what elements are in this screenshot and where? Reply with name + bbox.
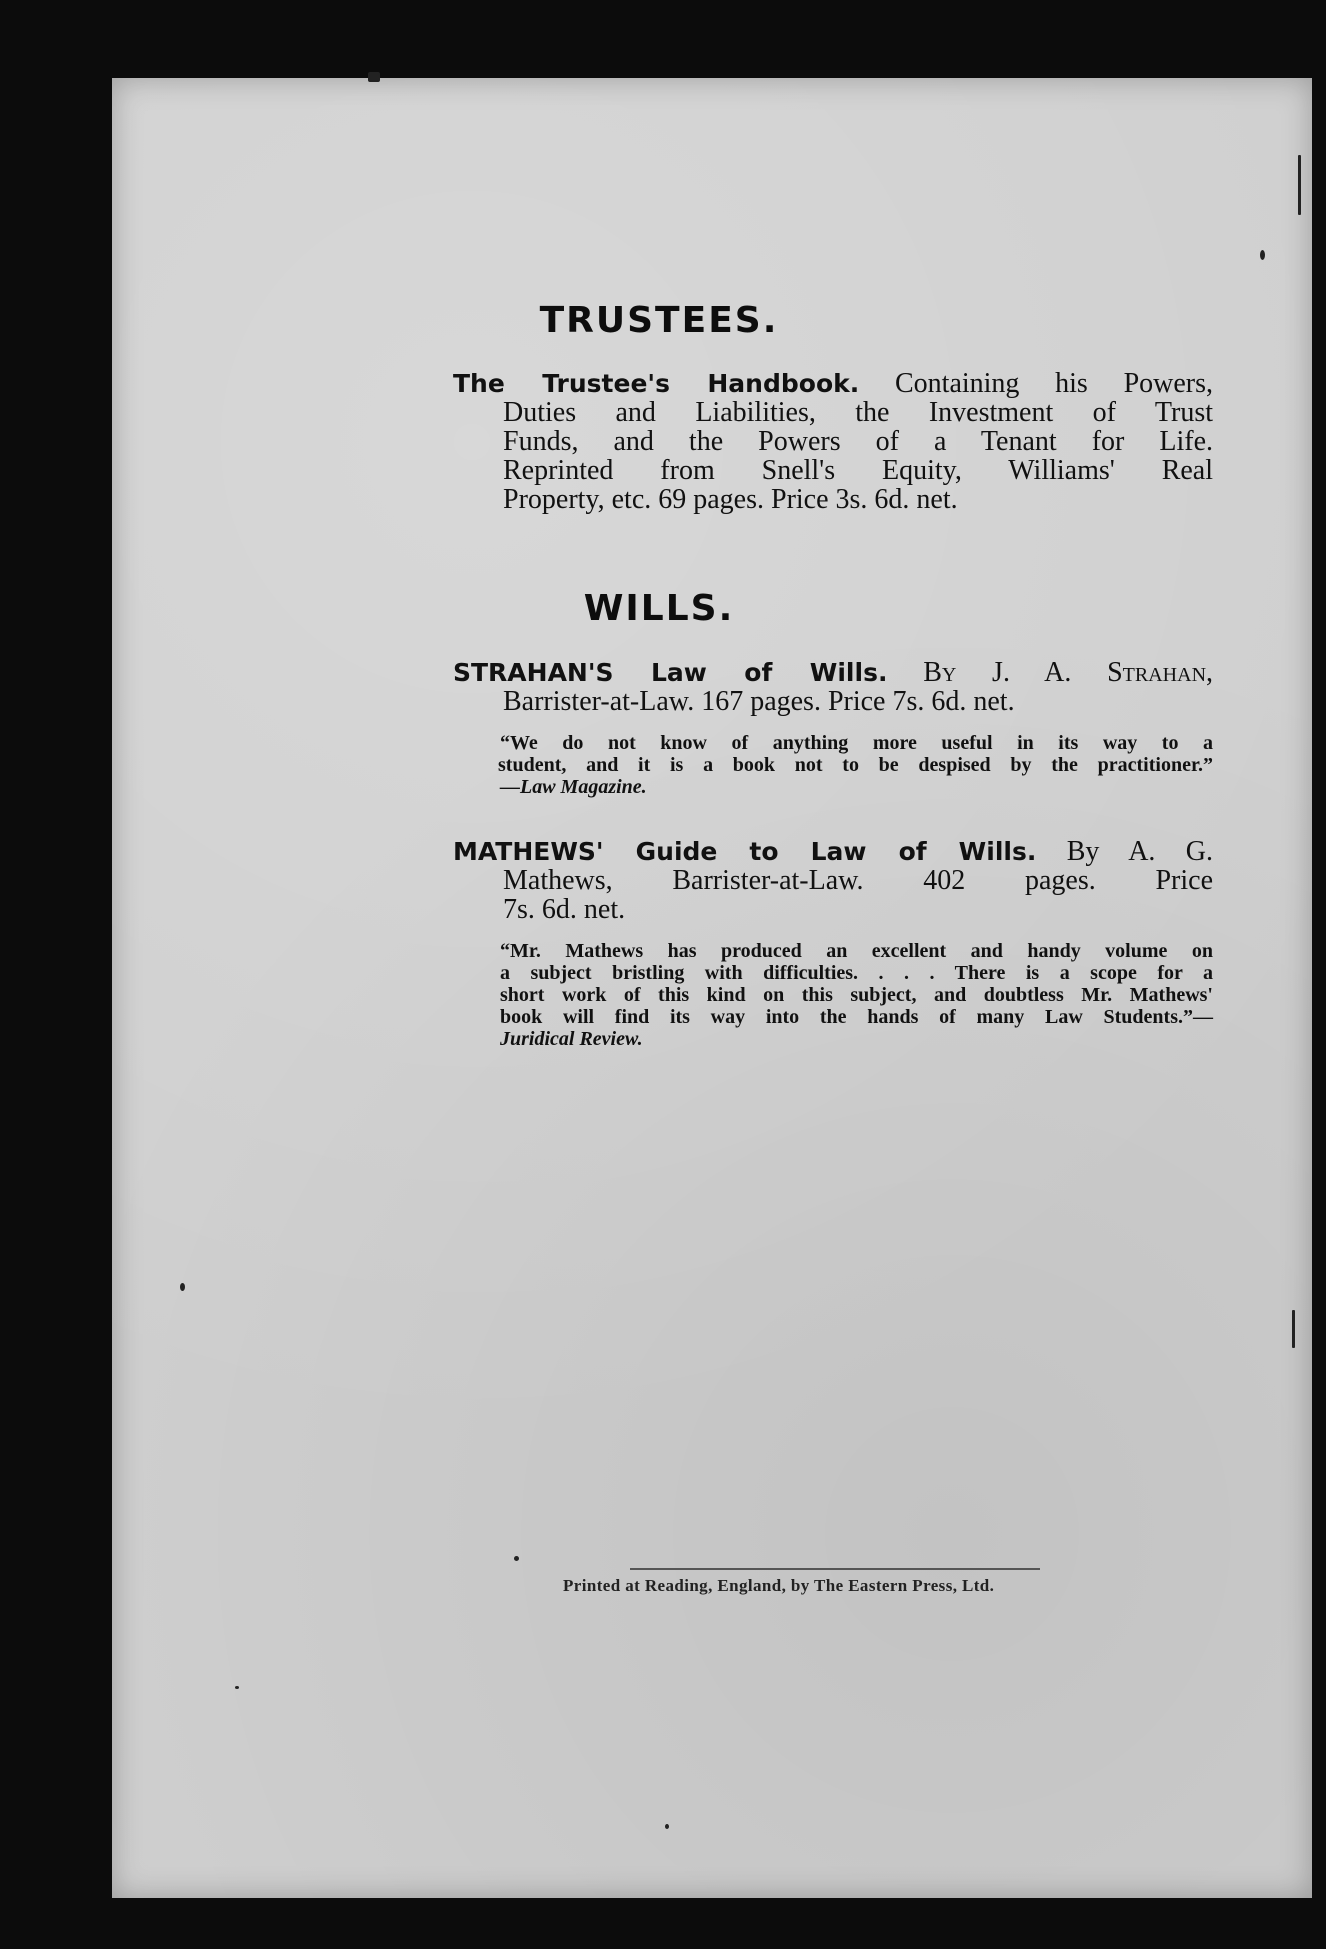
scan-speck — [235, 1686, 239, 1689]
imprint-rule — [630, 1568, 1040, 1570]
trustees-line-1 — [453, 369, 1213, 398]
trustees-line-5: Property, etc. 69 pages. Price 3s. 6d. net. — [503, 484, 958, 515]
mathews-line-2: Mathews, Barrister-at-Law. 402 pages. Price — [503, 865, 1213, 896]
mathews-review-quote — [500, 940, 1213, 1050]
trustees-handbook-entry — [453, 369, 1213, 514]
scan-speck — [368, 72, 380, 82]
scan-speck — [1292, 1310, 1295, 1348]
strahan-entry — [453, 658, 1213, 716]
trustees-line-4: Reprinted from Snell's Equity, Williams' Real — [503, 455, 1213, 486]
strahan-quote-line-1: “We do not know of anything more useful in its way to a — [500, 732, 1213, 754]
strahan-quote-line-2: student, and it is a book not to be despised by the practitioner.” — [498, 754, 1213, 776]
mathews-title: MATHEWS' Guide to Law of Wills. — [453, 837, 1037, 866]
mathews-quote-line-1: “Mr. Mathews has produced an excellent and handy volume on — [500, 940, 1213, 962]
mathews-quote-line-2: a subject bristling with difficulties. . . . There is a scope for a — [500, 962, 1213, 984]
trustees-line-2: Duties and Liabilities, the Investment of Trust — [503, 397, 1213, 428]
mathews-quote-source: Juridical Review. — [500, 1028, 643, 1050]
strahan-title: STRAHAN'S Law of Wills. — [453, 658, 888, 687]
strahan-quote-source: —Law Magazine. — [500, 776, 647, 798]
mathews-entry — [453, 837, 1213, 924]
strahan-line-2: Barrister-at-Law. 167 pages. Price 7s. 6d. net. — [503, 686, 1015, 717]
strahan-line-1-rest: By J. A. Strahan, — [923, 657, 1214, 688]
wills-heading: WILLS. — [583, 588, 735, 629]
trustees-heading: TRUSTEES. — [539, 300, 779, 341]
scan-speck — [665, 1824, 669, 1829]
mathews-quote-line-4: book will find its way into the hands of many Law Students.”— — [500, 1006, 1213, 1028]
trustees-line-1-rest: Containing his Powers, — [894, 368, 1214, 399]
strahan-line-1 — [453, 658, 1213, 687]
mathews-quote-line-3: short work of this kind on this subject, and doubtless Mr. Mathews' — [500, 984, 1213, 1006]
printer-imprint: Printed at Reading, England, by The Eastern Press, Ltd. — [563, 1576, 995, 1595]
strahan-review-quote — [500, 732, 1213, 798]
trustees-line-3: Funds, and the Powers of a Tenant for Life. — [503, 426, 1213, 457]
scan-speck — [1260, 250, 1265, 260]
scan-speck — [1298, 155, 1301, 215]
mathews-line-3: 7s. 6d. net. — [503, 894, 626, 925]
trustees-handbook-title: The Trustee's Handbook. — [453, 369, 860, 398]
mathews-line-1-rest: By A. G. — [1066, 836, 1213, 867]
mathews-line-1 — [453, 837, 1213, 866]
scan-speck — [180, 1283, 185, 1291]
scan-speck — [514, 1556, 519, 1561]
